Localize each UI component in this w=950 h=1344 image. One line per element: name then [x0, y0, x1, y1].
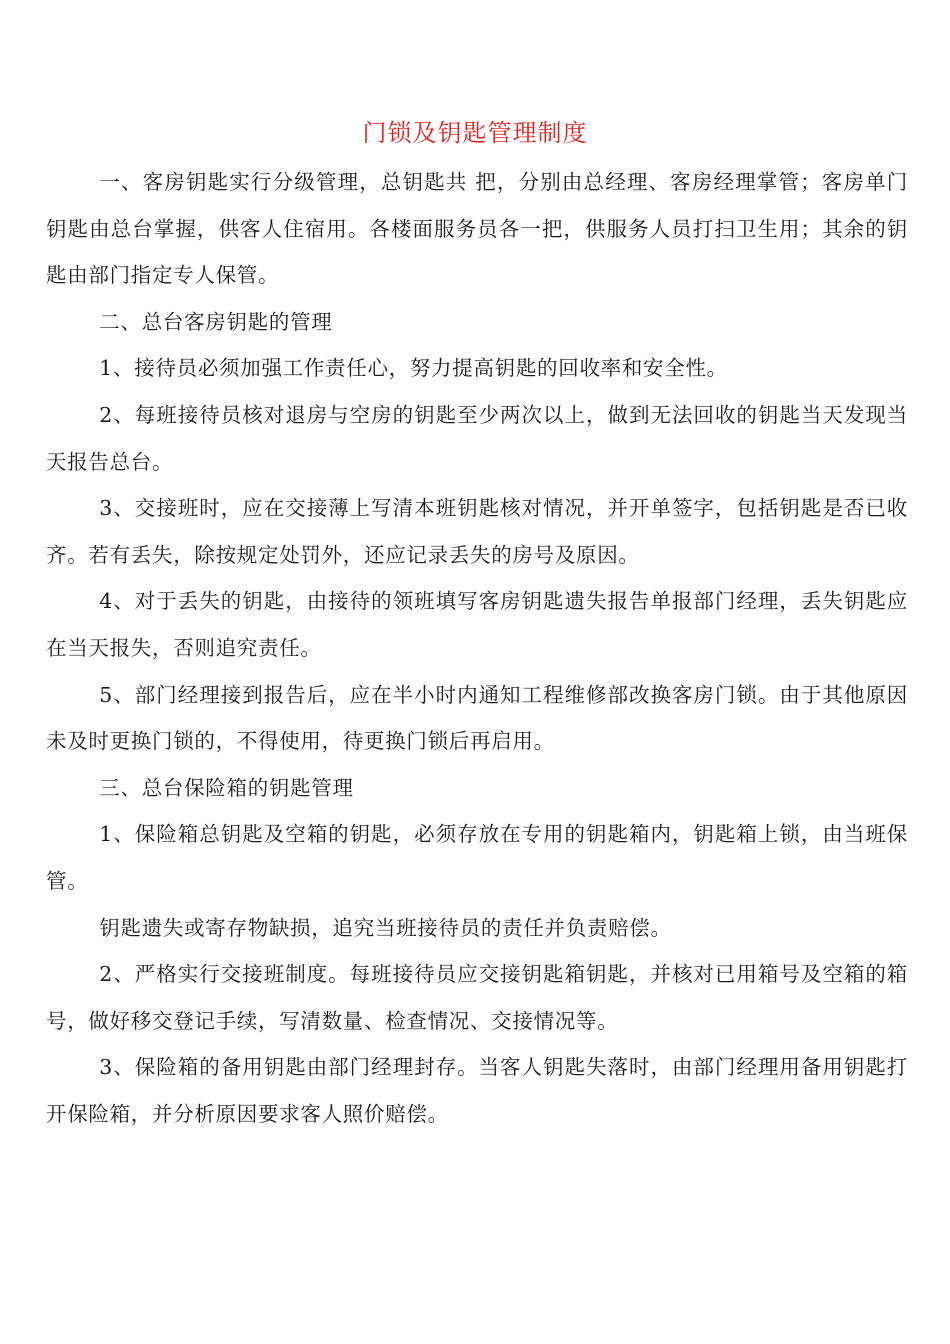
paragraph-1: 一、客房钥匙实行分级管理，总钥匙共 把，分别由总经理、客房经理掌管；客房单门钥匙由总台掌握，供客人住宿用。各楼面服务员各一把，供服务人员打扫卫生用；其余的钥匙由部门指定专人保管。 — [46, 170, 908, 288]
paragraph-2-1: 1、接待员必须加强工作责任心，努力提高钥匙的回收率和安全性。 — [99, 356, 728, 381]
document-body — [46, 159, 908, 1137]
paragraph-2-3: 3、交接班时，应在交接薄上写清本班钥匙核对情况，并开单签字，包括钥匙是否已收齐。若有丢失，除按规定处罚外，还应记录丢失的房号及原因。 — [46, 496, 908, 567]
paragraph-2-5: 5、部门经理接到报告后，应在半小时内通知工程维修部改换客房门锁。由于其他原因未及时更换门锁的，不得使用，待更换门锁后再启用。 — [46, 682, 908, 754]
paragraph-3-1: 1、保险箱总钥匙及空箱的钥匙，必须存放在专用的钥匙箱内，钥匙箱上锁，由当班保管。 — [46, 822, 908, 893]
paragraph-3-3: 3、保险箱的备用钥匙由部门经理封存。当客人钥匙失落时，由部门经理用备用钥匙打开保险箱，并分析原因要求客人照价赔偿。 — [46, 1055, 908, 1126]
paragraph-3-2: 2、严格实行交接班制度。每班接待员应交接钥匙箱钥匙，并核对已用箱号及空箱的箱号，做好移交登记手续，写清数量、检查情况、交接情况等。 — [46, 962, 908, 1033]
paragraph-2-2: 2、每班接待员核对退房与空房的钥匙至少两次以上，做到无法回收的钥匙当天发现当天报告总台。 — [46, 402, 908, 474]
document-title: 门锁及钥匙管理制度 — [362, 119, 588, 147]
section-heading-2: 二、总台客房钥匙的管理 — [99, 309, 333, 334]
paragraph-2-4: 4、对于丢失的钥匙，由接待的领班填写客房钥匙遗失报告单报部门经理，丢失钥匙应在当天报失，否则追究责任。 — [46, 589, 908, 660]
section-heading-3: 三、总台保险箱的钥匙管理 — [99, 775, 354, 800]
paragraph-3-1-note: 钥匙遗失或寄存物缺损，追究当班接待员的责任并负责赔偿。 — [99, 915, 672, 940]
